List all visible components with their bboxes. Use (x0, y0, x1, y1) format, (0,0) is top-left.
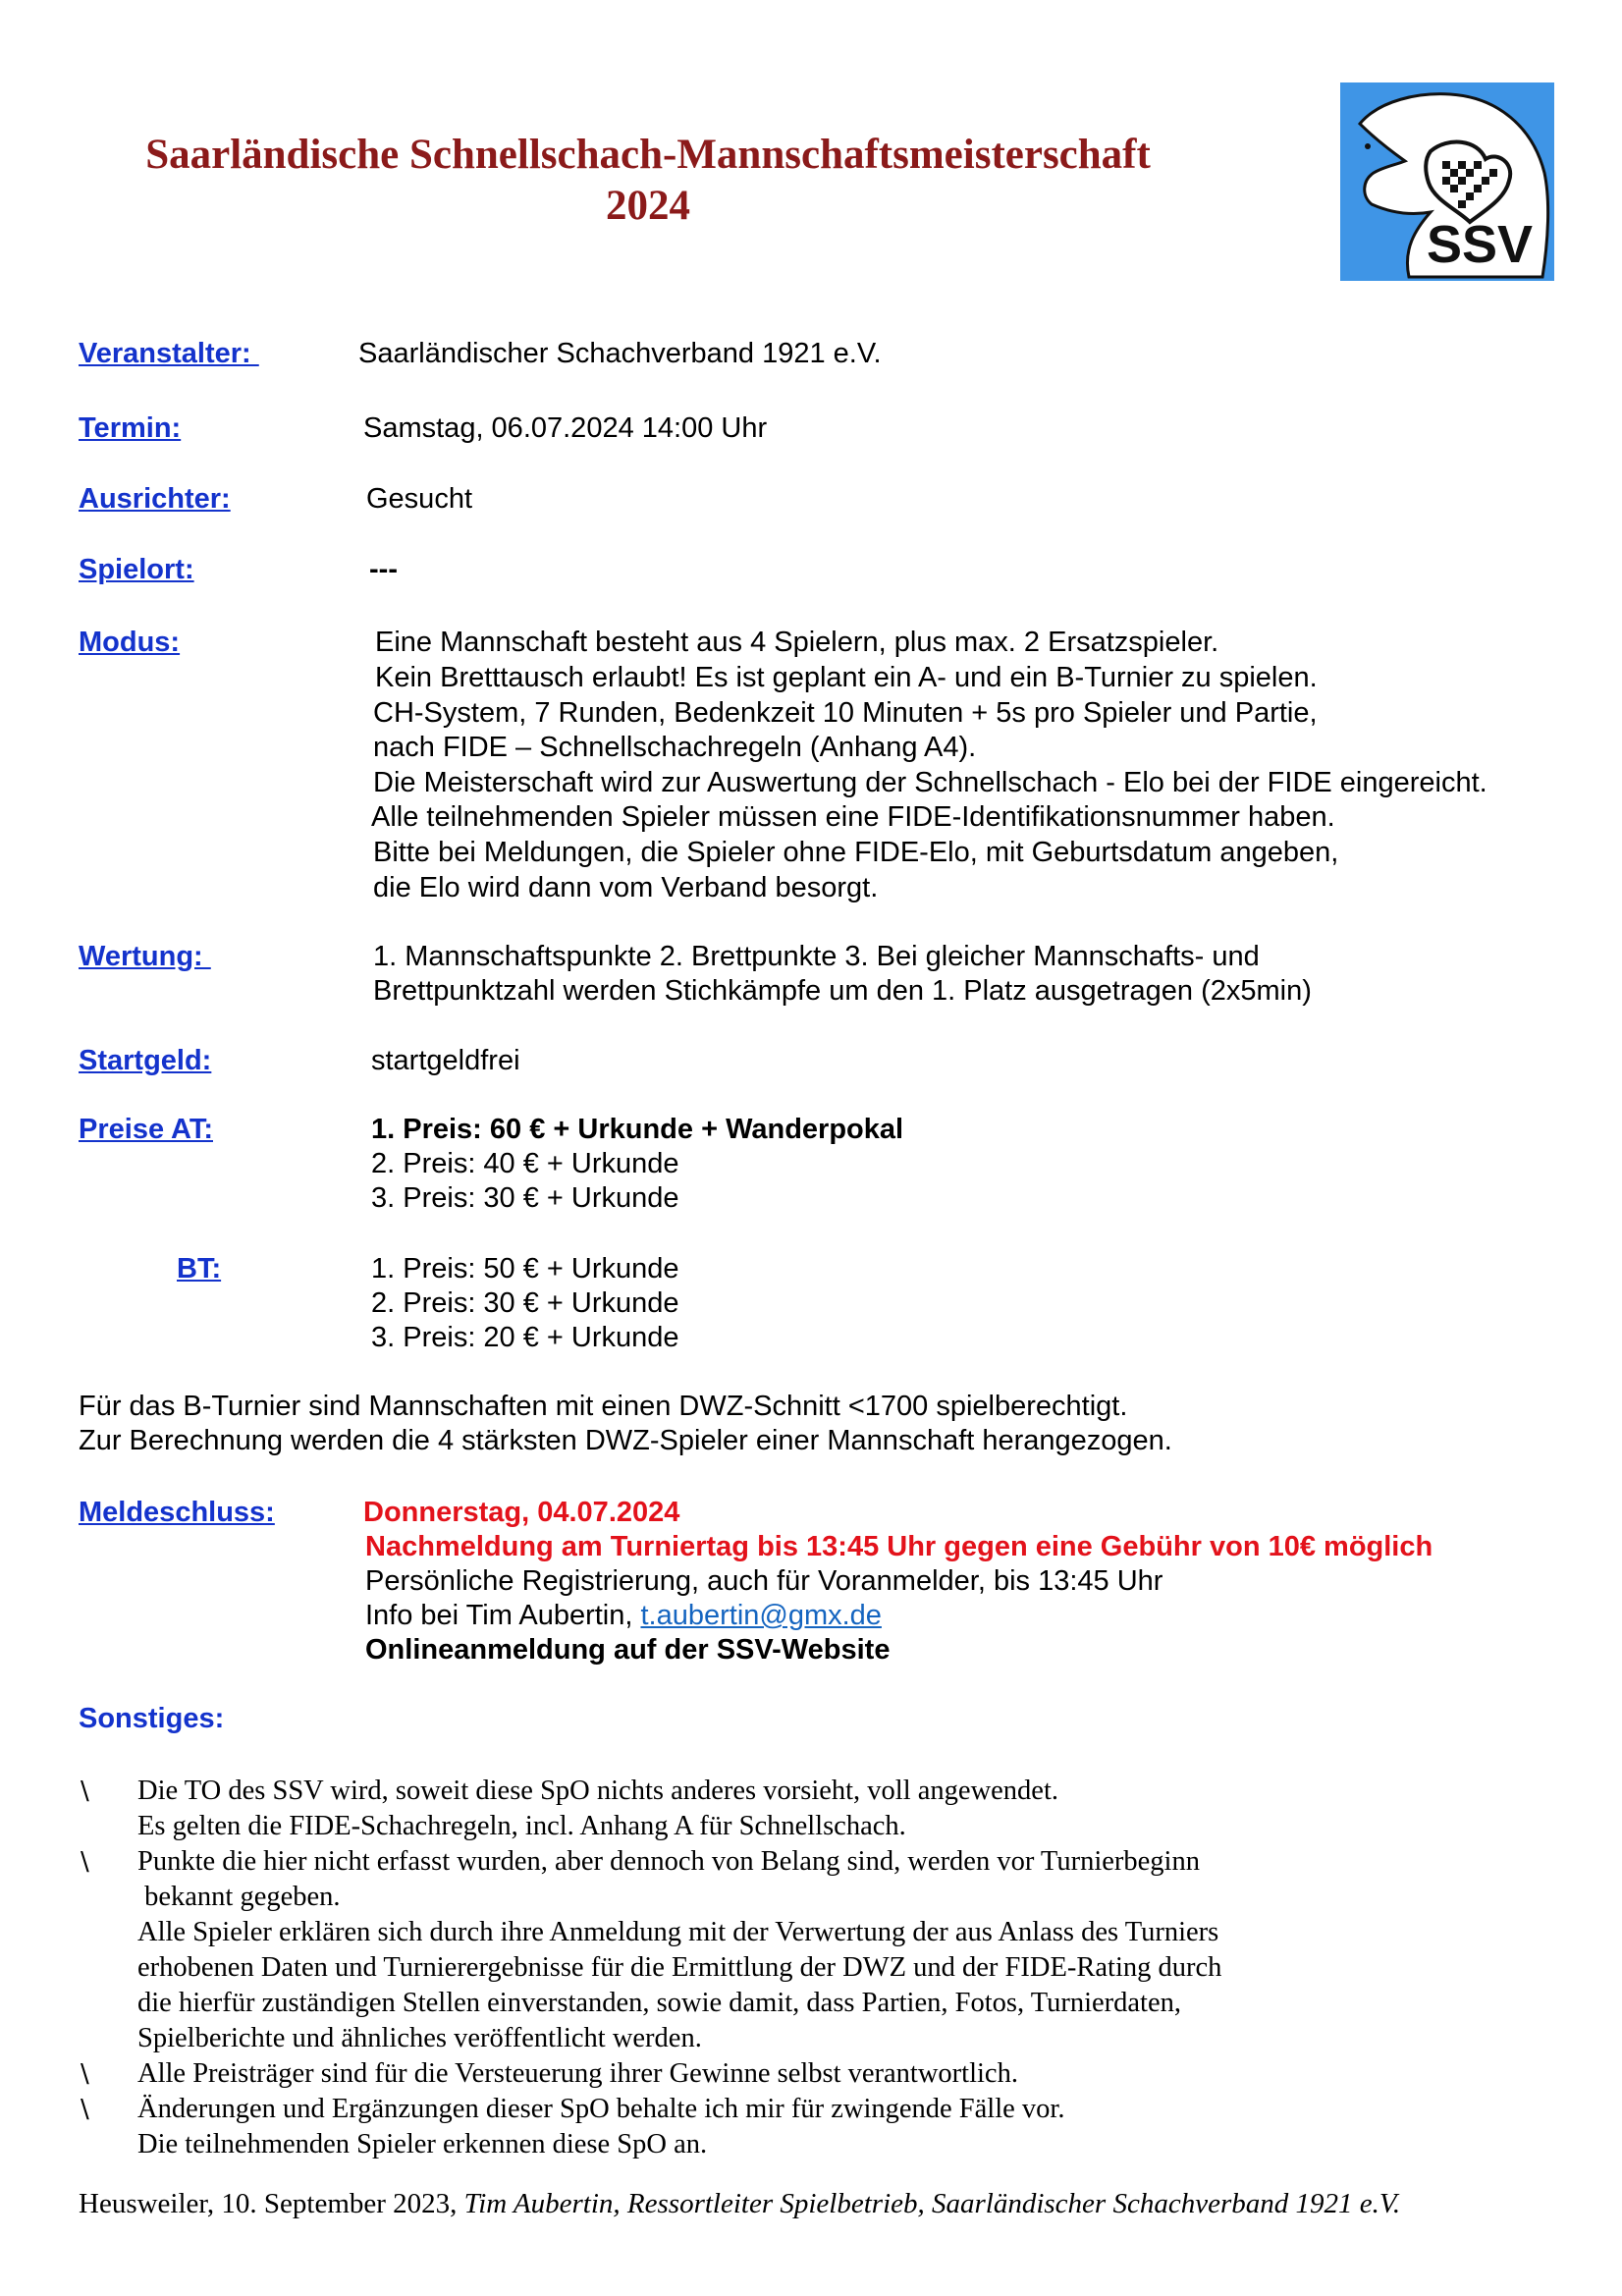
sonstiges-line: Es gelten die FIDE-Schachregeln, incl. Anhang A für Schnellschach. (137, 1811, 906, 1841)
contact-info-prefix: Info bei Tim Aubertin, (365, 1600, 641, 1631)
prize-bt-1: 1. Preis: 50 € + Urkunde (371, 1253, 679, 1285)
label-sonstiges: Sonstiges: (79, 1703, 225, 1734)
modus-line: Eine Mannschaft besteht aus 4 Spielern, plus max. 2 Ersatzspieler. (375, 627, 1219, 658)
bullet-icon: \ (81, 2059, 89, 2089)
value-startgeld: startgeldfrei (371, 1045, 520, 1076)
wertung-line: Brettpunktzahl werden Stichkämpfe um den 1. Platz ausgetragen (2x5min) (373, 975, 1312, 1007)
prize-at-2: 2. Preis: 40 € + Urkunde (371, 1148, 679, 1179)
late-registration-note: Nachmeldung am Turniertag bis 13:45 Uhr gegen eine Gebühr von 10€ möglich (365, 1531, 1433, 1562)
email-link[interactable]: t.aubertin@gmx.de (640, 1600, 882, 1631)
prize-bt-2: 2. Preis: 30 € + Urkunde (371, 1287, 679, 1319)
label-preise-bt: BT: (177, 1253, 222, 1285)
value-termin: Samstag, 06.07.2024 14:00 Uhr (363, 412, 768, 444)
value-ausrichter: Gesucht (366, 483, 472, 515)
value-spielort: --- (369, 554, 398, 585)
bullet-icon: \ (81, 1847, 89, 1877)
modus-line: CH-System, 7 Runden, Bedenkzeit 10 Minuten + 5s pro Spieler und Partie, (373, 697, 1318, 729)
label-preise-at: Preise AT: (79, 1114, 213, 1145)
sonstiges-line: bekannt gegeben. (137, 1882, 341, 1912)
label-ausrichter: Ausrichter: (79, 483, 231, 515)
wertung-line: 1. Mannschaftspunkte 2. Brettpunkte 3. Bei gleicher Mannschafts- und (373, 941, 1260, 972)
modus-line: Bitte bei Meldungen, die Spieler ohne FIDE-Elo, mit Geburtsdatum angeben, (373, 837, 1339, 868)
document-title: Saarländische Schnellschach-Mannschaftsmeisterschaft (145, 132, 1151, 178)
sonstiges-line: Die TO des SSV wird, soweit diese SpO nichts anderes vorsieht, voll angewendet. (137, 1776, 1058, 1806)
label-termin: Termin: (79, 412, 182, 444)
prize-at-3: 3. Preis: 30 € + Urkunde (371, 1182, 679, 1214)
contact-info (365, 1598, 882, 1633)
modus-line: Die Meisterschaft wird zur Auswertung der Schnellschach - Elo bei der FIDE eingereicht. (373, 767, 1487, 798)
sonstiges-line: Alle Preisträger sind für die Versteuerung ihrer Gewinne selbst verantwortlich. (137, 2058, 1018, 2089)
b-turnier-note: Für das B-Turnier sind Mannschaften mit einen DWZ-Schnitt <1700 spielberechtigt. (79, 1391, 1128, 1422)
sonstiges-line: Änderungen und Ergänzungen dieser SpO behalte ich mir für zwingende Fälle vor. (137, 2094, 1065, 2124)
label-veranstalter: Veranstalter: (79, 338, 259, 369)
b-turnier-note: Zur Berechnung werden die 4 stärksten DWZ-Spieler einer Mannschaft herangezogen. (79, 1425, 1172, 1456)
value-veranstalter: Saarländischer Schachverband 1921 e.V. (358, 338, 882, 369)
modus-line: die Elo wird dann vom Verband besorgt. (373, 872, 879, 903)
prize-bt-3: 3. Preis: 20 € + Urkunde (371, 1322, 679, 1353)
sonstiges-line: Punkte die hier nicht erfasst wurden, aber dennoch von Belang sind, werden vor Turnierbeginn (137, 1846, 1200, 1877)
label-startgeld: Startgeld: (79, 1045, 212, 1076)
modus-line: Kein Bretttausch erlaubt! Es ist geplant ein A- und ein B-Turnier zu spielen. (375, 662, 1318, 693)
online-registration-note: Onlineanmeldung auf der SSV-Website (365, 1634, 891, 1666)
label-modus: Modus: (79, 627, 181, 658)
label-spielort: Spielort: (79, 554, 194, 585)
footer-signatory: Tim Aubertin, Ressortleiter Spielbetrieb, Saarländischer Schachverband 1921 e.V. (463, 2188, 1401, 2219)
label-wertung: Wertung: (79, 941, 211, 972)
prize-at-1: 1. Preis: 60 € + Urkunde + Wanderpokal (371, 1114, 904, 1145)
ssv-logo (1340, 82, 1554, 281)
registration-note: Persönliche Registrierung, auch für Voranmelder, bis 13:45 Uhr (365, 1565, 1163, 1597)
bullet-icon: \ (81, 1777, 89, 1806)
document-title-year: 2024 (606, 183, 690, 229)
sonstiges-line: Alle Spieler erklären sich durch ihre Anmeldung mit der Verwertung der aus Anlass des Turniers (137, 1917, 1219, 1947)
bullet-icon: \ (81, 2095, 89, 2124)
modus-line: nach FIDE – Schnellschachregeln (Anhang A4). (373, 732, 977, 763)
sonstiges-line: Die teilnehmenden Spieler erkennen diese SpO an. (137, 2129, 708, 2159)
sonstiges-line: Spielberichte und ähnliches veröffentlicht werden. (137, 2023, 702, 2053)
sonstiges-line: die hierfür zuständigen Stellen einverstanden, sowie damit, dass Partien, Fotos, Turnierdaten, (137, 1988, 1182, 2018)
footer-place-date: Heusweiler, 10. September 2023, (79, 2188, 464, 2219)
footer-signature (79, 2186, 1400, 2221)
label-meldeschluss: Meldeschluss: (79, 1497, 275, 1528)
sonstiges-line: erhobenen Daten und Turnierergebnisse für die Ermittlung der DWZ und der FIDE-Rating durch (137, 1952, 1222, 1983)
modus-line: Alle teilnehmenden Spieler müssen eine FIDE-Identifikationsnummer haben. (371, 801, 1335, 833)
ssv-logo-text: SSV (1426, 215, 1534, 274)
meldeschluss-date: Donnerstag, 04.07.2024 (363, 1497, 680, 1528)
